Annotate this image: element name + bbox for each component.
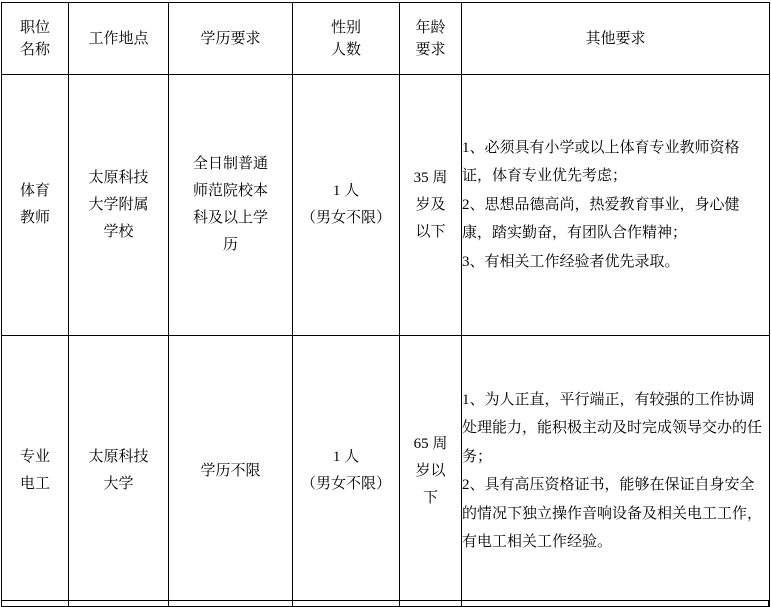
header-gender-count-line1: 性别 bbox=[330, 19, 361, 36]
header-other-requirements bbox=[462, 3, 770, 75]
header-education-line1: 学历要求 bbox=[200, 30, 261, 47]
row1-position bbox=[2, 75, 69, 336]
row1-requirement-item: 2、思想品德高尚，热爱教育事业，身心健康，踏实勤奋，有团队合作精神； bbox=[462, 196, 740, 242]
job-requirements-table bbox=[1, 2, 770, 607]
row1-age bbox=[400, 75, 462, 336]
row1-location-line1: 太原科技 bbox=[88, 169, 149, 186]
row2-age-line2: 岁以 bbox=[415, 462, 446, 479]
header-age-line1: 年龄 bbox=[415, 19, 446, 36]
document-page bbox=[0, 2, 771, 606]
row1-gender-count-line1: 1 人 bbox=[332, 183, 360, 199]
row1-education-line3: 科及以上学 bbox=[192, 210, 268, 226]
row1-position-line1: 体育 bbox=[19, 183, 50, 199]
header-age bbox=[400, 3, 462, 75]
row1-location bbox=[69, 75, 169, 336]
row1-education bbox=[169, 75, 293, 336]
row2-position bbox=[2, 336, 69, 607]
table-header-row bbox=[2, 3, 770, 75]
row2-location-line2: 大学 bbox=[103, 476, 134, 492]
row2-requirement-item: 1、为人正直，平行端正，有较强的工作协调处理能力，能积极主动及时完成领导交办的任务； bbox=[462, 391, 763, 465]
row2-gender-count bbox=[293, 336, 400, 607]
row2-position-line2: 电工 bbox=[19, 476, 50, 492]
header-other-requirements-line1: 其他要求 bbox=[585, 30, 646, 47]
row1-requirement-item: 1、必须具有小学或以上体育专业教师资格证，体育专业优先考虑； bbox=[462, 139, 740, 185]
row1-age-line2: 岁及 bbox=[415, 196, 446, 213]
row1-position-line2: 教师 bbox=[19, 210, 50, 226]
row2-requirements bbox=[462, 336, 770, 607]
header-location bbox=[69, 3, 169, 75]
row2-position-line1: 专业 bbox=[19, 449, 50, 465]
table-row bbox=[2, 75, 770, 336]
header-location-line1: 工作地点 bbox=[88, 30, 149, 47]
row1-education-line4: 历 bbox=[222, 237, 238, 253]
row2-requirement-item: 2、具有高压资格证书，能够在保证自身安全的情况下独立操作音响设备及相关电工工作，有电工相关工作经验。 bbox=[462, 477, 763, 550]
row1-requirement-item: 3、有相关工作经验者优先录取。 bbox=[462, 253, 680, 270]
table-row bbox=[2, 336, 770, 607]
row2-education-line1: 学历不限 bbox=[200, 462, 261, 479]
row2-education bbox=[169, 336, 293, 607]
table-next-row-stub bbox=[1, 600, 769, 606]
row2-age bbox=[400, 336, 462, 607]
row1-location-line3: 学校 bbox=[103, 223, 134, 240]
row1-age-line3: 以下 bbox=[415, 223, 446, 240]
row1-gender-count-line2: （男女不限） bbox=[300, 210, 391, 226]
header-gender-count bbox=[293, 3, 400, 75]
header-position-line1: 职位 bbox=[19, 19, 50, 36]
header-education bbox=[169, 3, 293, 75]
row1-requirements bbox=[462, 75, 770, 336]
header-age-line2: 要求 bbox=[415, 41, 446, 58]
row2-gender-count-line1: 1 人 bbox=[332, 449, 360, 465]
header-position-line2: 名称 bbox=[19, 41, 50, 58]
row2-location bbox=[69, 336, 169, 607]
row1-education-line1: 全日制普通 bbox=[192, 156, 268, 172]
row1-location-line2: 大学附属 bbox=[88, 196, 149, 213]
row2-age-line1: 65 周 bbox=[413, 435, 448, 452]
row1-age-line1: 35 周 bbox=[413, 169, 448, 186]
row2-age-line3: 下 bbox=[422, 489, 438, 506]
header-gender-count-line2: 人数 bbox=[330, 41, 361, 58]
row2-location-line1: 太原科技 bbox=[88, 449, 149, 465]
row2-gender-count-line2: （男女不限） bbox=[300, 476, 391, 492]
row1-education-line2: 师范院校本 bbox=[192, 183, 268, 199]
header-position bbox=[2, 3, 69, 75]
row1-gender-count bbox=[293, 75, 400, 336]
